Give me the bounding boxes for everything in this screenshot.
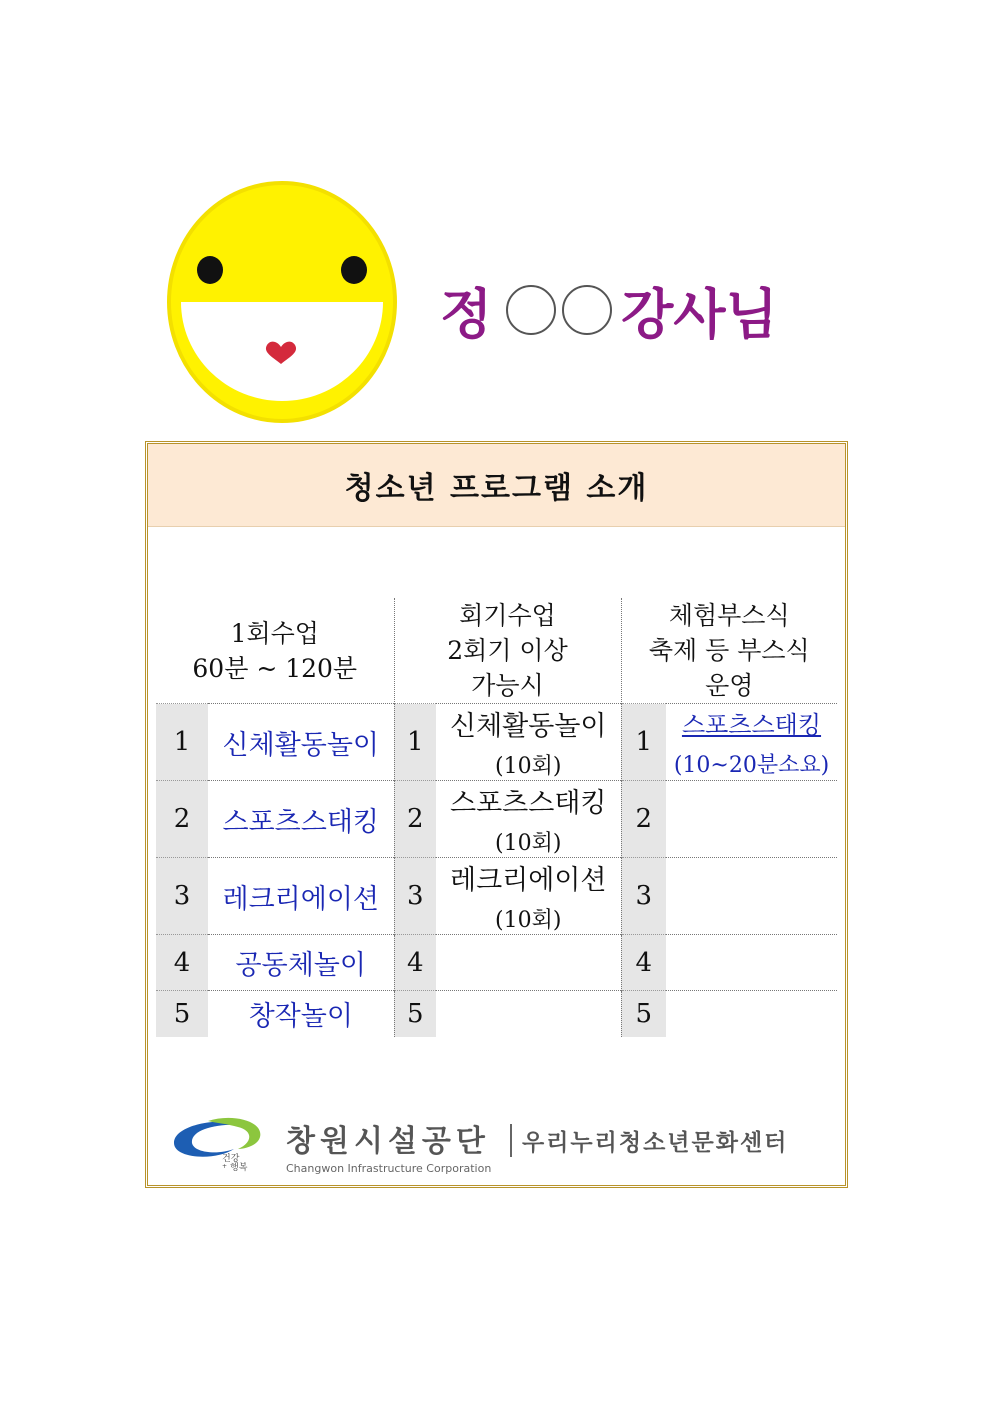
table-row (156, 858, 837, 935)
header-multi-session: 회기수업 2회기 이상 가능시 (394, 598, 621, 704)
multi-program (436, 935, 621, 991)
name-mask-circle (562, 285, 612, 335)
single-program: 신체활동놀이 (208, 704, 394, 781)
row-number: 2 (621, 781, 666, 858)
multi-program: 레크리에이션 (10회) (436, 858, 621, 935)
row-number: 3 (156, 858, 208, 935)
row-number: 1 (394, 704, 436, 781)
row-number: 4 (621, 935, 666, 991)
name-mask-circle (506, 285, 556, 335)
row-number: 1 (156, 704, 208, 781)
single-program: 공동체놀이 (208, 935, 394, 991)
row-number: 5 (394, 991, 436, 1037)
booth-program (666, 781, 837, 858)
header-single-session: 1회수업 60분 ~ 120분 (192, 618, 358, 683)
instructor-surname: 정 (440, 282, 493, 346)
single-program: 스포츠스태킹 (208, 781, 394, 858)
left-eye-icon (197, 256, 223, 284)
single-program: 레크리에이션 (208, 858, 394, 935)
multi-program: 신체활동놀이 (10회) (436, 704, 621, 781)
table-row (156, 704, 837, 781)
org-english-name: Changwon Infrastructure Corporation (286, 1162, 492, 1175)
multi-program (436, 991, 621, 1037)
smiley-face-illustration (163, 178, 401, 426)
row-number: 1 (621, 704, 666, 781)
header-booth: 체험부스식 축제 등 부스식 운영 (621, 598, 837, 704)
instructor-title (440, 270, 778, 350)
row-number: 2 (394, 781, 436, 858)
org-name: 창원시설공단 (286, 1124, 490, 1159)
multi-program: 스포츠스태킹 (10회) (436, 781, 621, 858)
center-name: 우리누리청소년문화센터 (510, 1124, 788, 1157)
row-number: 3 (621, 858, 666, 935)
program-panel (145, 441, 848, 1188)
booth-program: 스포츠스태킹 (10~20분소요) (666, 704, 837, 781)
row-number: 5 (621, 991, 666, 1037)
svg-text:+: + (222, 1163, 228, 1170)
booth-program (666, 858, 837, 935)
table-row (156, 781, 837, 858)
row-number: 4 (156, 935, 208, 991)
organization (286, 1116, 491, 1175)
changwon-logo-icon (168, 1109, 268, 1173)
program-table (156, 598, 837, 1037)
logo-caption: 건강 (222, 1154, 240, 1164)
row-number: 5 (156, 991, 208, 1037)
single-program: 창작놀이 (208, 991, 394, 1037)
row-number: 3 (394, 858, 436, 935)
row-number: 4 (394, 935, 436, 991)
instructor-honorific: 강사님 (621, 282, 778, 346)
table-row (156, 935, 837, 991)
panel-title: 청소년 프로그램 소개 (148, 444, 845, 527)
table-header-row (156, 598, 837, 704)
booth-program (666, 935, 837, 991)
booth-program (666, 991, 837, 1037)
right-eye-icon (341, 256, 367, 284)
table-row (156, 991, 837, 1037)
svg-text:행복: 행복 (230, 1163, 248, 1173)
row-number: 2 (156, 781, 208, 858)
